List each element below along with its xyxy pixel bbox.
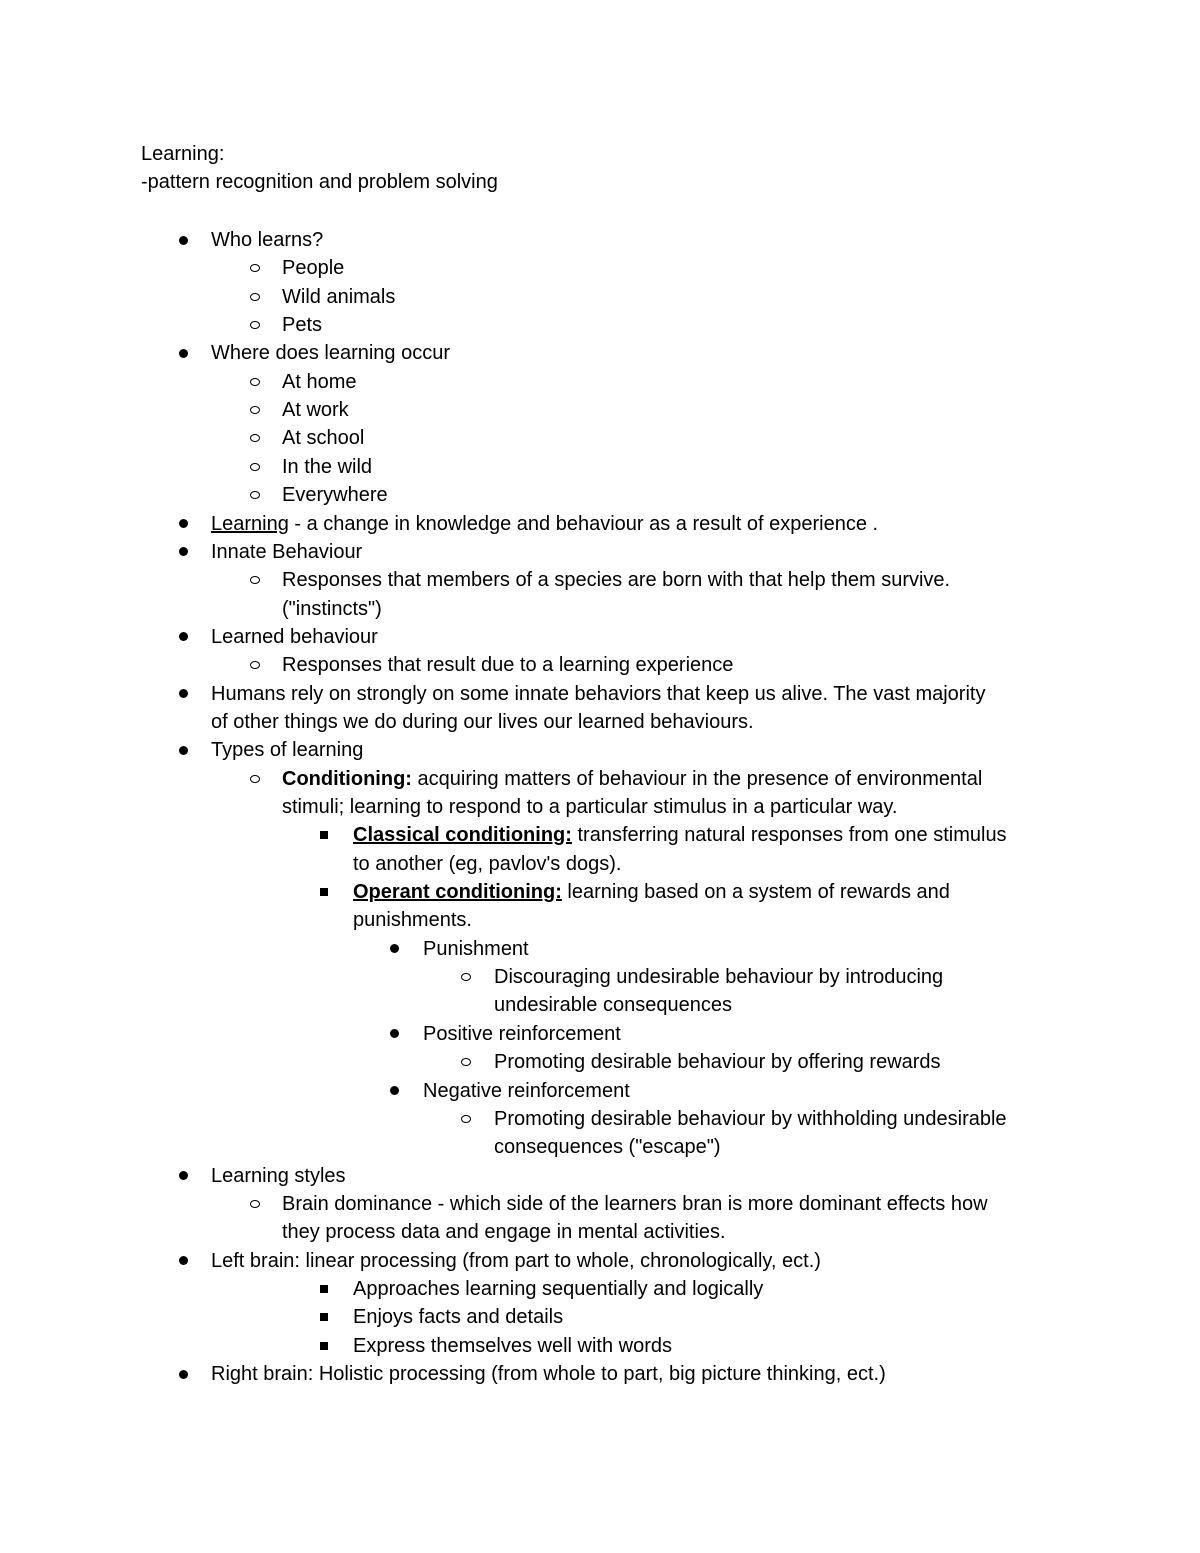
list-item-text: Left brain: linear processing (from part to whole, chronologically, ect.) — [211, 1249, 821, 1272]
list-item — [282, 765, 982, 793]
bullet-ring-icon — [250, 1200, 260, 1208]
list-item-text: Types of learning — [211, 739, 364, 762]
list-item — [423, 935, 529, 963]
list-item-text: undesirable consequences — [494, 994, 732, 1017]
list-item-term: Operant conditioning: — [353, 881, 562, 904]
list-item-continuation — [282, 793, 897, 821]
bullet-ring-icon — [250, 264, 260, 272]
bullet-dot-icon — [179, 632, 188, 641]
bullet-ring-icon — [250, 293, 260, 301]
list-item — [282, 481, 388, 509]
list-item-text: Pets — [282, 314, 323, 337]
bullet-ring-icon — [250, 378, 260, 386]
list-item — [282, 651, 733, 679]
list-item-term: Classical conditioning: — [353, 824, 572, 847]
list-item-continuation — [211, 708, 754, 736]
list-item — [423, 1077, 630, 1105]
list-item-text: ("instincts") — [282, 597, 382, 620]
list-item-text: Where does learning occur — [211, 342, 451, 365]
bullet-dot-icon — [390, 944, 399, 953]
list-item — [211, 538, 362, 566]
list-item-text: Wild animals — [282, 285, 396, 308]
bullet-ring-icon — [250, 775, 260, 783]
list-item — [353, 821, 1007, 849]
list-item-text: Everywhere — [282, 484, 388, 507]
list-item — [211, 1162, 346, 1190]
list-item — [494, 963, 943, 991]
bullet-dot-icon — [179, 519, 188, 528]
list-item — [353, 1275, 763, 1303]
bullet-ring-icon — [250, 661, 260, 669]
list-item-text: Discouraging undesirable behaviour by introducing — [494, 966, 944, 989]
list-item-text: acquiring matters of behaviour in the presence of environmental — [411, 767, 983, 790]
list-item-continuation — [282, 595, 382, 623]
list-item — [494, 1105, 1007, 1133]
list-item-text: consequences ("escape") — [494, 1136, 721, 1159]
document-subtitle: -pattern recognition and problem solving — [141, 171, 498, 193]
list-item-text: Learning styles — [211, 1164, 346, 1187]
list-item — [353, 1332, 672, 1360]
list-item-text: Enjoys facts and details — [353, 1306, 564, 1329]
list-item — [211, 510, 878, 538]
list-item — [353, 878, 950, 906]
list-item-text: stimuli; learning to respond to a particular stimulus in a particular way. — [282, 796, 898, 818]
list-item-text: At work — [282, 399, 349, 422]
list-item-text: Brain dominance - which side of the learners bran is more dominant effects how — [282, 1192, 988, 1215]
list-item — [211, 339, 450, 367]
bullet-ring-icon — [250, 321, 260, 329]
list-item-text: In the wild — [282, 455, 373, 478]
bullet-ring-icon — [250, 491, 260, 499]
list-item-text: Approaches learning sequentially and logically — [353, 1277, 764, 1300]
list-item-text: Positive reinforcement — [423, 1022, 621, 1045]
bullet-square-icon — [320, 1285, 328, 1293]
list-item-text: Punishment — [423, 937, 529, 960]
bullet-ring-icon — [250, 434, 260, 442]
list-item — [282, 368, 356, 396]
bullet-ring-icon — [461, 1058, 471, 1066]
list-item-text: transferring natural responses from one stimulus — [571, 824, 1007, 847]
bullet-ring-icon — [250, 576, 260, 584]
bullet-dot-icon — [179, 236, 188, 245]
bullet-dot-icon — [179, 349, 188, 358]
bullet-dot-icon — [179, 1171, 188, 1180]
list-item-text: Learned behaviour — [211, 625, 378, 648]
list-item-term: Learning — [211, 512, 289, 535]
list-item-continuation — [494, 991, 732, 1019]
list-item-text: to another (eg, pavlov's dogs). — [353, 852, 622, 875]
bullet-dot-icon — [179, 1256, 188, 1265]
list-item-text: punishments. — [353, 909, 472, 932]
bullet-square-icon — [320, 888, 328, 896]
list-item — [282, 254, 344, 282]
list-item-continuation — [353, 850, 621, 878]
list-item-text: At school — [282, 427, 365, 450]
list-item — [211, 736, 363, 764]
list-item — [211, 623, 378, 651]
list-item-text: - a change in knowledge and behaviour as a result of experience . — [288, 512, 879, 535]
bullet-ring-icon — [250, 463, 260, 471]
bullet-dot-icon — [179, 1370, 188, 1379]
list-item — [211, 1247, 821, 1275]
list-item — [494, 1048, 941, 1076]
list-item-text: Right brain: Holistic processing (from whole to part, big picture thinking, ect.) — [211, 1363, 886, 1385]
list-item — [282, 453, 372, 481]
list-item-continuation — [494, 1133, 721, 1161]
document-title: Learning: — [141, 143, 225, 165]
list-item — [282, 283, 395, 311]
list-item-text: Promoting desirable behaviour by withholding undesirable — [494, 1107, 1007, 1130]
list-item-text: Express themselves well with words — [353, 1334, 672, 1357]
bullet-ring-icon — [250, 406, 260, 414]
bullet-dot-icon — [179, 547, 188, 556]
bullet-dot-icon — [179, 746, 188, 755]
list-item-text: Responses that result due to a learning experience — [282, 654, 734, 677]
list-item — [211, 226, 323, 254]
list-item-text: At home — [282, 370, 357, 393]
list-item-text: Humans rely on strongly on some innate behaviors that keep us alive. The vast majority — [211, 682, 986, 705]
list-item — [353, 1303, 563, 1331]
bullet-dot-icon — [179, 689, 188, 698]
list-item-text: Responses that members of a species are born with that help them survive. — [282, 569, 951, 592]
list-item — [211, 1360, 886, 1388]
list-item-continuation — [353, 906, 472, 934]
list-item-text: Promoting desirable behaviour by offering rewards — [494, 1051, 941, 1074]
bullet-square-icon — [320, 831, 328, 839]
list-item-text: Innate Behaviour — [211, 540, 363, 563]
list-item-text: they process data and engage in mental activities. — [282, 1221, 726, 1244]
bullet-dot-icon — [390, 1086, 399, 1095]
list-item-term: Conditioning: — [282, 767, 412, 790]
list-item-text: of other things we do during our lives our learned behaviours. — [211, 710, 754, 733]
bullet-ring-icon — [461, 1115, 471, 1123]
list-item — [282, 396, 349, 424]
list-item-continuation — [282, 1218, 726, 1246]
list-item-text: Negative reinforcement — [423, 1079, 630, 1102]
list-item-text: Who learns? — [211, 229, 324, 251]
bullet-ring-icon — [461, 973, 471, 981]
list-item-text: learning based on a system of rewards and — [561, 881, 950, 904]
list-item-text: People — [282, 257, 345, 280]
bullet-dot-icon — [390, 1029, 399, 1038]
list-item — [282, 311, 322, 339]
list-item — [282, 1190, 988, 1218]
list-item — [423, 1020, 621, 1048]
list-item — [211, 680, 985, 708]
bullet-square-icon — [320, 1342, 328, 1350]
list-item — [282, 424, 364, 452]
list-item — [282, 566, 950, 594]
bullet-square-icon — [320, 1313, 328, 1321]
